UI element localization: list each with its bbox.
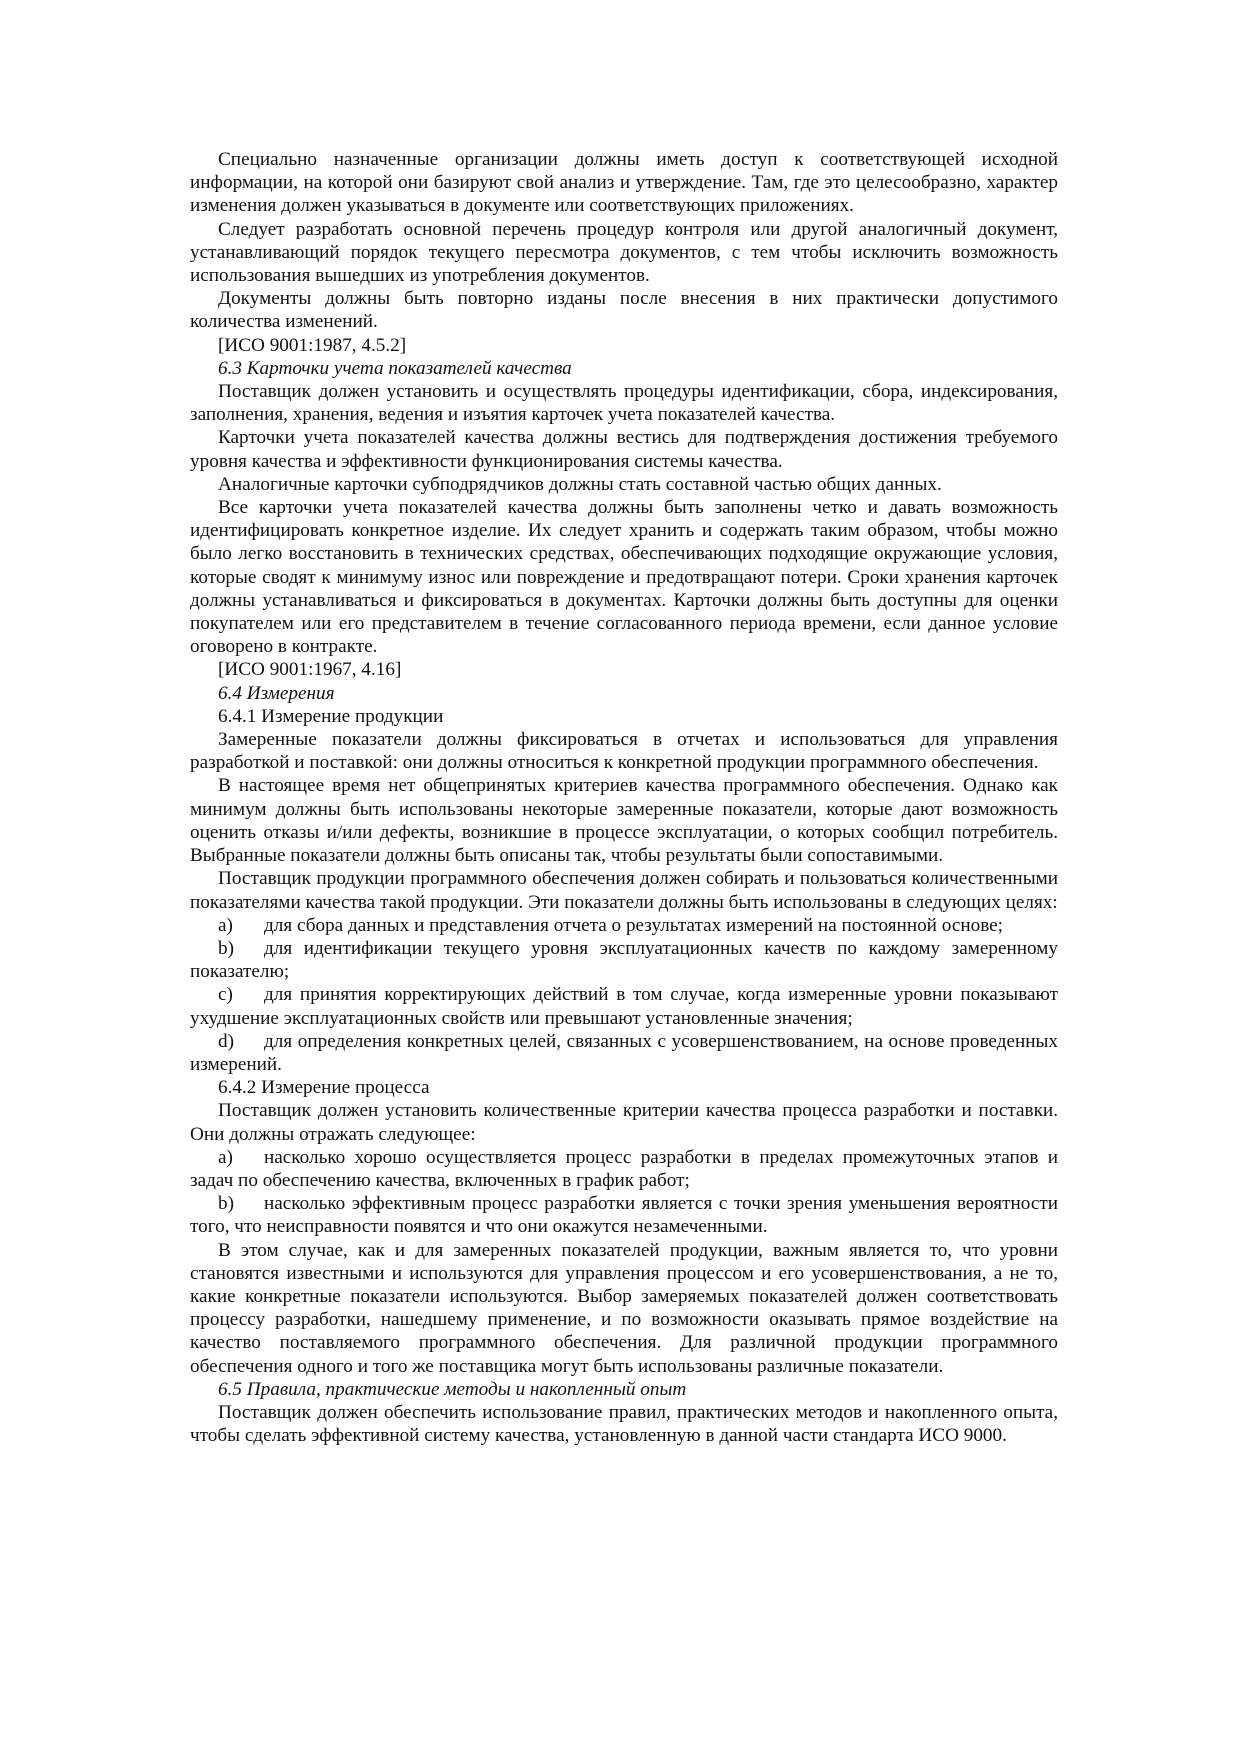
document-page [190,148,1058,1447]
body-paragraph: Карточки учета показателей качества должны вестись для подтверждения достижения требуемого уровня качества и эффективности функционирования системы качества. [190,427,1058,472]
list-item-marker: d) [218,1030,234,1052]
list-item [190,1192,1058,1238]
list-item-marker: b) [218,1193,234,1215]
list-item-marker: a) [218,914,233,936]
body-paragraph: Поставщик должен обеспечить использование правил, практических методов и накопленного опыта, чтобы сделать эффективной систему качества, установленную в данной части стандарта ИСО 9000. [190,1401,1058,1447]
subsection-heading: 6.4.1 Измерение продукции [218,705,444,727]
body-paragraph: Следует разработать основной перечень процедур контроля или другой аналогичный документ, устанавливающий порядок текущего пересмотра документов, с тем чтобы исключить возможность использования вышедших из употребления документов. [190,218,1058,287]
section-heading: 6.5 Правила, практические методы и накопленный опыт [218,1378,687,1400]
list-item [190,914,1058,937]
list-item-text: насколько эффективным процесс разработки является с точки зрения уменьшения вероятности того, что неисправности появятся и что они окажутся незамеченными. [190,1193,1058,1238]
body-paragraph: Поставщик должен установить и осуществлять процедуры идентификации, сбора, индексирования, заполнения, хранения, ведения и изъятия карточек учета показателей качества. [190,381,1058,426]
body-paragraph: Все карточки учета показателей качества должны быть заполнены четко и давать возможность идентифицировать конкретное изделие. Их следует хранить и содержать таким образом, чтобы можно было легко восстановить в технических средствах, обеспечивающих подходящие окружающие условия, которые сводят к минимуму износ или повреждение и предотвращают потери. Сроки хранения карточек должны устанавливаться и фиксироваться в документах. Карточки должны быть доступны для оценки покупателем или его представителем в течение согласованного периода времени, если данное условие оговорено в контракте. [190,497,1058,658]
body-paragraph: В этом случае, как и для замеренных показателей продукции, важным является то, что уровни становятся известными и используются для управления процессом и его усовершенствования, а не то, какие конкретные показатели используются. Выбор замеряемых показателей должен соответствовать процессу разработки, нашедшему применение, и по возможности оказывать прямое воздействие на качество поставляемого программного обеспечения. Для различной продукции программного обеспечения одного и того же поставщика могут быть использованы различные показатели. [190,1239,1058,1377]
body-paragraph: В настоящее время нет общепринятых критериев качества программного обеспечения. Однако как минимум должны быть использованы некоторые замеренные показатели, которые дают возможность оценить отказы и/или дефекты, возникшие в процессе эксплуатации, о которых сообщил потребитель. Выбранные показатели должны быть описаны так, чтобы результаты были сопоставимыми. [190,775,1058,867]
list-item-marker: b) [218,937,234,959]
list-item-marker: c) [218,984,233,1006]
list-item-text: для идентификации текущего уровня эксплуатационных качеств по каждому замеренному показателю; [190,937,1058,983]
list-item-text: насколько хорошо осуществляется процесс разработки в пределах промежуточных этапов и задач по обеспечению качества, включенных в график работ; [190,1146,1058,1191]
list-item-text: для принятия корректирующих действий в том случае, когда измеренные уровни показывают ухудшение эксплуатационных свойств или превышают установленные значения; [190,984,1058,1029]
standard-reference: [ИСО 9001:1987, 4.5.2] [218,334,407,356]
body-paragraph: Специально назначенные организации должны иметь доступ к соответствующей исходной информации, на которой они базируют свой анализ и утверждение. Там, где это целесообразно, характер изменения должен указываться в документе или соответствующих приложениях. [190,149,1058,217]
subsection-heading: 6.4.2 Измерение процесса [218,1077,430,1099]
list-item-text: для определения конкретных целей, связанных с усовершенствованием, на основе проведенных измерений. [190,1030,1058,1075]
list-item-marker: a) [218,1146,233,1168]
list-item [190,1146,1058,1192]
list-item-text: для сбора данных и представления отчета о результатах измерений на постоянной основе; [264,914,1003,936]
list-item [190,937,1058,983]
body-paragraph: Поставщик должен установить количественные критерии качества процесса разработки и поставки. Они должны отражать следующее: [190,1100,1058,1145]
body-paragraph: Аналогичные карточки субподрядчиков должны стать составной частью общих данных. [218,473,942,495]
list-item [190,1030,1058,1076]
section-heading: 6.3 Карточки учета показателей качества [218,357,572,379]
body-paragraph: Замеренные показатели должны фиксироваться в отчетах и использоваться для управления разработкой и поставкой: они должны относиться к конкретной продукции программного обеспечения. [190,729,1058,774]
body-paragraph: Документы должны быть повторно изданы после внесения в них практически допустимого количества изменений. [190,288,1058,333]
section-heading: 6.4 Измерения [218,682,335,704]
standard-reference: [ИСО 9001:1967, 4.16] [218,659,402,681]
list-item [190,983,1058,1029]
body-paragraph: Поставщик продукции программного обеспечения должен собирать и пользоваться количественными показателями качества такой продукции. Эти показатели должны быть использованы в следующих целях: [190,868,1058,913]
